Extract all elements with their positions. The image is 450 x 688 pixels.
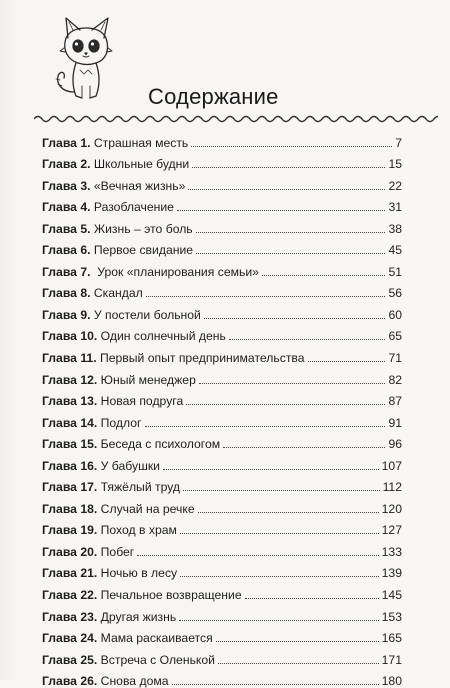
chapter-title: Первое свидание xyxy=(90,243,194,258)
toc-entry xyxy=(42,257,402,279)
dot-leader xyxy=(177,210,385,211)
dot-leader xyxy=(172,684,379,685)
page-number: 45 xyxy=(388,243,402,258)
page-number: 96 xyxy=(388,437,402,452)
chapter-label: Глава 14. xyxy=(42,415,98,430)
dot-leader xyxy=(262,275,386,276)
chapter-label: Глава 17. xyxy=(42,480,98,495)
chapter-title: Жизнь – это боль xyxy=(90,221,193,236)
chapter-label: Глава 26. xyxy=(42,674,98,688)
page-title: Содержание xyxy=(148,84,279,109)
dot-leader xyxy=(186,404,385,405)
page-number: 71 xyxy=(388,351,402,366)
toc-entry xyxy=(42,516,402,538)
dot-leader xyxy=(179,620,378,621)
chapter-title: Страшная месть xyxy=(90,135,189,150)
toc-entry xyxy=(42,150,402,172)
page-number: 127 xyxy=(381,523,402,538)
chapter-title: Встреча с Оленькой xyxy=(97,652,215,667)
dot-leader xyxy=(137,555,378,556)
chapter-label: Глава 24. xyxy=(42,631,98,646)
dot-leader xyxy=(183,490,380,491)
page-number: 91 xyxy=(388,415,402,430)
kitten-icon xyxy=(54,8,118,108)
chapter-title: Подлог xyxy=(97,415,142,430)
dot-leader xyxy=(308,361,386,362)
chapter-title: Разоблачение xyxy=(90,200,174,215)
toc-entry xyxy=(42,300,402,322)
chapter-title: Побег xyxy=(97,544,135,559)
dot-leader xyxy=(196,253,385,254)
page-number: 145 xyxy=(381,588,402,603)
chapter-label: Глава 8. xyxy=(42,286,91,301)
toc-entry xyxy=(42,214,402,236)
page-number: 87 xyxy=(388,394,402,409)
page-number: 107 xyxy=(381,458,402,473)
page-number: 51 xyxy=(388,264,402,279)
toc-entry xyxy=(42,236,402,258)
chapter-label: Глава 12. xyxy=(42,372,98,387)
toc-entry xyxy=(42,430,402,452)
dot-leader xyxy=(145,426,386,427)
toc-entry xyxy=(42,128,402,150)
page-number: 7 xyxy=(395,135,402,150)
page-number: 31 xyxy=(388,200,402,215)
toc-entry xyxy=(42,645,402,667)
toc-entry xyxy=(42,667,402,688)
chapter-label: Глава 13. xyxy=(42,394,98,409)
toc-entry xyxy=(42,537,402,559)
chapter-title: Школьные будни xyxy=(90,157,190,172)
dot-leader xyxy=(192,167,385,168)
page-number: 171 xyxy=(381,652,402,667)
toc-entry xyxy=(42,602,402,624)
toc-entry xyxy=(42,279,402,301)
toc-entry xyxy=(42,365,402,387)
page-number: 15 xyxy=(388,157,402,172)
page-number: 60 xyxy=(388,307,402,322)
chapter-title: Мама раскаивается xyxy=(97,631,213,646)
dot-leader xyxy=(229,339,386,340)
wavy-divider-icon xyxy=(34,112,438,126)
chapter-label: Глава 10. xyxy=(42,329,98,344)
dot-leader xyxy=(180,533,379,534)
page-number: 180 xyxy=(381,674,402,688)
chapter-label: Глава 2. xyxy=(42,157,91,172)
dot-leader xyxy=(198,512,379,513)
page-number: 82 xyxy=(388,372,402,387)
page-number: 153 xyxy=(381,609,402,624)
chapter-label: Глава 16. xyxy=(42,458,98,473)
chapter-title: Другая жизнь xyxy=(97,609,177,624)
dot-leader xyxy=(196,232,386,233)
chapter-label: Глава 22. xyxy=(42,588,98,603)
chapter-title: Поход в храм xyxy=(97,523,177,538)
toc-entry xyxy=(42,408,402,430)
chapter-label: Глава 5. xyxy=(42,221,91,236)
dot-leader xyxy=(146,296,386,297)
toc-entry xyxy=(42,387,402,409)
chapter-label: Глава 25. xyxy=(42,652,98,667)
toc-entry xyxy=(42,559,402,581)
table-of-contents xyxy=(42,128,402,688)
toc-entry xyxy=(42,171,402,193)
chapter-label: Глава 23. xyxy=(42,609,98,624)
chapter-title: Юный менеджер xyxy=(97,372,196,387)
dot-leader xyxy=(188,189,385,190)
chapter-label: Глава 6. xyxy=(42,243,91,258)
toc-entry xyxy=(42,193,402,215)
page-number: 112 xyxy=(382,480,402,495)
chapter-label: Глава 21. xyxy=(42,566,98,581)
dot-leader xyxy=(180,576,379,577)
chapter-title: У бабушки xyxy=(97,458,160,473)
chapter-title: Случай на речке xyxy=(97,501,195,516)
page-number: 133 xyxy=(381,544,402,559)
toc-entry xyxy=(42,451,402,473)
chapter-title: Первый опыт предпринимательства xyxy=(96,351,305,366)
toc-entry xyxy=(42,580,402,602)
chapter-title: Ночью в лесу xyxy=(97,566,178,581)
chapter-title: Один солнечный день xyxy=(97,329,226,344)
chapter-label: Глава 7. xyxy=(42,264,91,279)
chapter-title: Тяжёлый труд xyxy=(97,480,181,495)
dot-leader xyxy=(163,469,379,470)
chapter-title: Беседа с психологом xyxy=(97,437,221,452)
chapter-title: Урок «планирования семьи» xyxy=(90,264,259,279)
dot-leader xyxy=(245,598,379,599)
chapter-label: Глава 19. xyxy=(42,523,98,538)
toc-entry xyxy=(42,343,402,365)
chapter-title: Печальное возвращение xyxy=(97,588,242,603)
chapter-title: Новая подруга xyxy=(97,394,184,409)
dot-leader xyxy=(216,641,379,642)
chapter-title: «Вечная жизнь» xyxy=(90,178,186,193)
dot-leader xyxy=(223,447,385,448)
page-number: 165 xyxy=(381,631,402,646)
chapter-label: Глава 18. xyxy=(42,501,98,516)
toc-entry xyxy=(42,322,402,344)
dot-leader xyxy=(199,383,386,384)
chapter-title: У постели больной xyxy=(90,307,201,322)
chapter-label: Глава 11. xyxy=(42,351,97,366)
dot-leader xyxy=(218,663,379,664)
chapter-label: Глава 20. xyxy=(42,544,98,559)
chapter-title: Скандал xyxy=(90,286,143,301)
page-number: 38 xyxy=(388,221,402,236)
dot-leader xyxy=(191,146,392,147)
chapter-label: Глава 3. xyxy=(42,178,91,193)
page-number: 22 xyxy=(388,178,402,193)
chapter-label: Глава 1. xyxy=(42,135,91,150)
chapter-label: Глава 9. xyxy=(42,307,91,322)
page-number: 139 xyxy=(381,566,402,581)
toc-entry xyxy=(42,494,402,516)
chapter-title: Снова дома xyxy=(97,674,169,688)
page-number: 120 xyxy=(381,501,402,516)
toc-entry xyxy=(42,473,402,495)
page-number: 65 xyxy=(388,329,402,344)
page-number: 56 xyxy=(388,286,402,301)
chapter-label: Глава 15. xyxy=(42,437,98,452)
chapter-label: Глава 4. xyxy=(42,200,91,215)
toc-entry xyxy=(42,624,402,646)
dot-leader xyxy=(204,318,386,319)
